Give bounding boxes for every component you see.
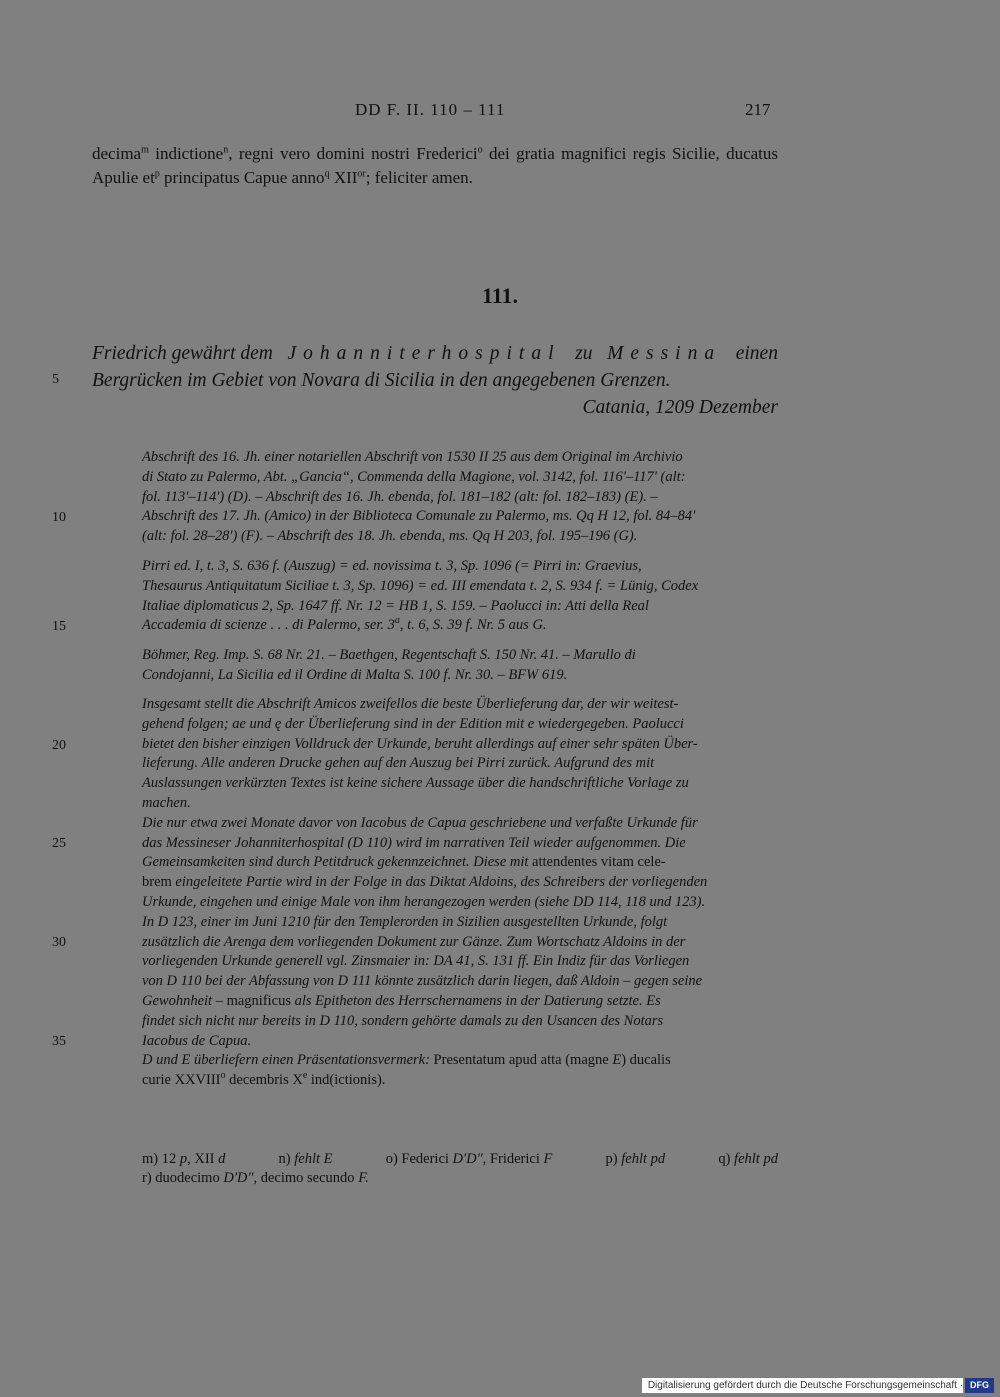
footnote-mark-n: n — [223, 144, 229, 156]
footnote-mark-or: or — [357, 168, 366, 180]
line-number: 5 — [52, 372, 59, 387]
line-number: 15 — [52, 619, 66, 634]
footnote-n: n) fehlt E — [278, 1151, 333, 1167]
line-number: 20 — [52, 738, 66, 753]
footnote-r: r) duodecimo D'D", decimo secundo F. — [142, 1170, 369, 1186]
document-number: 111. — [481, 283, 519, 308]
footnote-mark-m: m — [141, 144, 149, 156]
footnote-mark-p: p — [154, 168, 160, 180]
regest-line-2: Bergrücken im Gebiet von Novara di Sicilia in den angegebenen Grenzen. — [92, 370, 671, 391]
page-number: 217 — [745, 100, 771, 119]
dating-clause: decima$^m$ indictione$^n$, regni vero domini nostri Frederici$^o$ dei gratia magnifici regis Sicilie, ducatus Apulie $et^p$ principatus Capue anno$^q$ $XII^{or}$; feliciter amen. — [92, 144, 779, 187]
regest-recipient: Johanniterhospital — [287, 343, 561, 364]
tradition-paragraph: Abschrift des 16. Jh. einer notariellen Abschrift von 1530 II 25 aus dem Original im Archivio di Stato zu Palermo, Abt. „Gancia“, Commenda della Magione, vol. 3142, fol. 116'–117' (alt: fol. 113'–114') (D). – Abschrift des 16. Jh. ebenda, fol. 181–182 (alt: fol. 182–183) (E). – Abschrift des 17. Jh. (Amico) in der Biblioteca Comunale zu Palermo, ms. Qq H 12, fol. 84–84' (alt: fol. 28–28') (F). – Abschrift des 18. Jh. ebenda, ms. Qq H 203, fol. 195–196 (G). — [142, 449, 696, 545]
regesta-paragraph: Böhmer, Reg. Imp. S. 68 Nr. 21. – Baethgen, Regentschaft S. 150 Nr. 41. – Marullo di Condojanni, La Sicilia ed il Ordine di Malta S. 100 f. Nr. 30. – BFW 619. — [142, 647, 636, 683]
line-number: 35 — [52, 1034, 66, 1049]
footnote-m: m) 12 p, XII d — [142, 1151, 226, 1167]
dfg-logo: DFG — [965, 1378, 994, 1393]
line-number: 10 — [52, 510, 66, 525]
footnote-p: p) fehlt pd — [605, 1151, 666, 1167]
line-number: 30 — [52, 935, 66, 950]
regest-line-1: Friedrich gewährt dem Johanniterhospital zu Messina einen — [92, 340, 778, 367]
footnote-mark-q: q — [324, 168, 330, 180]
regest-date: Catania, 1209 Dezember — [582, 397, 778, 418]
footnote-q: q) fehlt pd — [718, 1151, 778, 1167]
presentation-note: D und E überliefern einen Präsentationsvermerk: Presentatum apud atta (magne E) ducalis — [142, 1052, 671, 1069]
footnote-mark-o: o — [477, 144, 483, 156]
footnote-o: o) Federici D'D", Friderici F — [385, 1151, 553, 1167]
regest-place: Messina — [607, 343, 722, 364]
footnotes-row-1 — [142, 1150, 778, 1169]
digitization-credit: Digitalisierung gefördert durch die Deutsche Forschungsgemeinschaft · — [642, 1378, 963, 1393]
running-head: DD F. II. 110 – 111 — [355, 100, 506, 119]
line-number: 25 — [52, 836, 66, 851]
commentary-paragraph: Insgesamt stellt die Abschrift Amicos zweifellos die beste Überlieferung dar, der wir weitest- gehend folgen; ae und ę der Überlieferung sind in der Edition mit e wiedergegeben. Paolucci bietet den bisher einzigen Volldruck der Urkunde, beruht allerdings auf einer sehr späten Über- lieferung. Alle anderen Drucke gehen auf den Auszug bei Pirri zurück. Aufgrund des mit Auslassungen verkürzten Textes ist keine sichere Aussage über die handschriftliche Vorlage zu machen. Die nur etwa zwei Monate davor von Iacobus de Capua geschriebene und verfaßte Urkunde für das Messineser Johanniterhospital (D 110) wird im narrativen Teil wieder aufgenommen. Die Gemeinsamkeiten sind durch Petitdruck gekennzeichnet. Diese mit attendentes vitam cele- brem eingeleitete Partie wird in der Folge in das Diktat Aldoins, des Schreibers der vorliegenden Urkunde, eingehen und einige Male von ihm herangezogen werden (siehe DD 114, 118 und 123). In D 123, einer im Juni 1210 für den Templerorden in Sizilien ausgestellten Urkunde, folgt zusätzlich die Arenga dem vorliegenden Dokument zur Gänze. Zum Wortschatz Aldoins in der vorliegenden Urkunde generell vgl. Zinsmaier in: DA 41, S. 131 ff. Ein Indiz für das Vorliegen von D 110 bei der Abfassung von D 111 könnte zusätzlich darin liegen, daß Aldoin – gegen seine Gewohnheit – magnificus als Epitheton des Herrschernamens in der Datierung setzte. Es findet sich nicht nur bereits in D 110, sondern gehörte damals zu den Usancen des Notars Iacobus de Capua. D und E überliefern einen Präsentationsvermerk: Presentatum apud atta (magne E) ducalis curie XXVIII$^o$ decembris Xe ind(ictionis). — [142, 695, 778, 1091]
regest — [92, 340, 778, 421]
editions-paragraph: Pirri ed. I, t. 3, S. 636 f. (Auszug) = ed. novissima t. 3, Sp. 1096 (= Pirri in: Graevius, Thesaurus Antiquitatum Siciliae t. 3, Sp. 1096) = ed. III emendata t. 2, S. 934 f. = Lünig, Codex Italiae diplomaticus 2, Sp. 1647 ff. Nr. 12 = HB 1, S. 159. – Paolucci in: Atti della Real Accademia di scienze . . . di Palermo, ser. 3$^a$, t. 6, S. 39 f. Nr. 5 aus G. — [142, 558, 699, 634]
